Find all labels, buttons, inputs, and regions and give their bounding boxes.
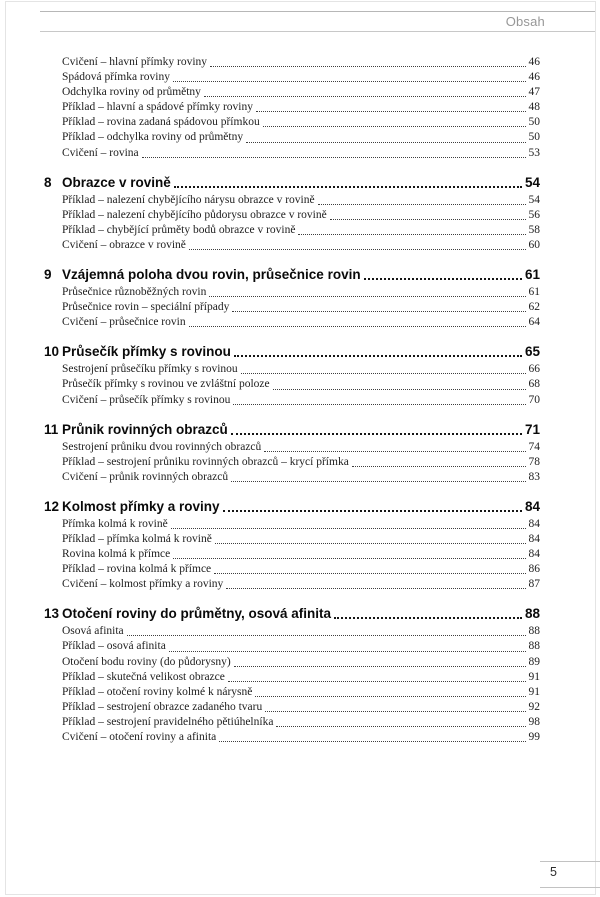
chapter-title: Průnik rovinných obrazců	[62, 421, 228, 437]
toc-entry-page: 92	[528, 700, 540, 713]
toc-chapter-heading	[44, 266, 540, 283]
toc-entry-label: Příklad – přímka kolmá k rovině	[62, 532, 212, 545]
toc-entry	[62, 208, 540, 223]
toc-entry	[62, 130, 540, 145]
toc-entry	[62, 238, 540, 253]
toc-entry-page: 91	[528, 670, 540, 683]
toc-entry-page: 50	[528, 116, 540, 129]
dotted-leader	[273, 389, 526, 390]
toc-entry-page: 78	[528, 455, 540, 468]
toc-entry-label: Cvičení – průnik rovinných obrazců	[62, 470, 229, 483]
toc-entry-label: Příklad – osová afinita	[62, 640, 166, 653]
toc-entry	[62, 115, 540, 130]
toc-entry	[62, 70, 540, 85]
toc-entry-label: Průsečík přímky s rovinou ve zvláštní poloze	[62, 378, 270, 391]
toc-entry-page: 50	[528, 131, 540, 144]
chapter-page: 71	[524, 421, 540, 437]
toc-entry-label: Sestrojení průsečíku přímky s rovinou	[62, 363, 238, 376]
dotted-leader	[298, 234, 525, 235]
chapter-title: Obrazce v rovině	[62, 174, 171, 190]
toc-chapter-heading	[44, 421, 540, 438]
toc-entry-label: Příklad – chybějící průměty bodů obrazce v rovině	[62, 223, 296, 236]
toc-entry-page: 46	[528, 56, 540, 68]
chapter-page: 65	[524, 344, 540, 360]
dotted-leader	[246, 142, 525, 143]
toc-entry-label: Cvičení – průsečnice rovin	[62, 316, 186, 329]
dotted-leader	[215, 543, 526, 544]
dotted-leader	[223, 510, 522, 512]
toc-entry-page: 89	[528, 655, 540, 668]
dotted-leader	[189, 326, 526, 327]
dotted-leader	[142, 157, 526, 158]
toc-entry	[62, 562, 540, 577]
dotted-leader	[173, 558, 525, 559]
toc-entry	[62, 223, 540, 238]
toc-entry	[62, 715, 540, 730]
dotted-leader	[234, 355, 522, 357]
dotted-leader	[265, 711, 525, 712]
toc-entry-page: 54	[528, 193, 540, 206]
chapter-title: Průsečík přímky s rovinou	[62, 344, 231, 360]
toc-entry	[62, 315, 540, 330]
toc-entry-page: 68	[528, 378, 540, 391]
toc-chapter-heading	[44, 343, 540, 360]
toc-entry-label: Cvičení – hlavní přímky roviny	[62, 56, 208, 68]
chapter-page: 88	[524, 606, 540, 622]
toc-entry	[62, 285, 540, 300]
dotted-leader	[255, 696, 525, 697]
toc-entry-page: 88	[528, 640, 540, 653]
chapter-title: Otočení roviny do průmětny, osová afinita	[62, 606, 332, 622]
toc-entry	[62, 362, 540, 377]
toc-chapter-heading	[44, 498, 540, 515]
toc-entry-page: 70	[528, 393, 540, 406]
toc-entry-label: Otočení bodu roviny (do půdorysny)	[62, 655, 231, 668]
toc-entry-label: Příklad – nalezení chybějícího nárysu obrazce v rovině	[62, 193, 315, 206]
chapter-number: 8	[44, 174, 52, 190]
chapter-number: 9	[44, 267, 52, 283]
toc-entry	[62, 455, 540, 470]
toc-entry-page: 87	[528, 578, 540, 591]
chapter-page: 61	[524, 267, 540, 283]
dotted-leader	[233, 404, 525, 405]
toc-entry-label: Příklad – sestrojení obrazce zadaného tvaru	[62, 700, 263, 713]
dotted-leader	[228, 681, 526, 682]
toc-entry	[62, 440, 540, 455]
toc-chapter-heading	[44, 174, 540, 191]
page-number: 5	[550, 865, 557, 879]
dotted-leader	[189, 249, 526, 250]
toc-entry-label: Příklad – odchylka roviny od průmětny	[62, 131, 244, 144]
toc-entry	[62, 55, 540, 70]
toc-entry-page: 56	[528, 208, 540, 221]
dotted-leader	[352, 466, 526, 467]
toc-entry-label: Spádová přímka roviny	[62, 71, 170, 84]
toc-entry	[62, 624, 540, 639]
dotted-leader	[330, 219, 526, 220]
toc-entry	[62, 655, 540, 670]
toc-entry-page: 62	[528, 301, 540, 314]
toc-entry	[62, 300, 540, 315]
toc-entry-label: Cvičení – otočení roviny a afinita	[62, 731, 217, 743]
dotted-leader	[334, 617, 522, 619]
toc-entry-label: Příklad – hlavní a spádové přímky roviny	[62, 101, 253, 114]
dotted-leader	[232, 311, 525, 312]
toc-entry	[62, 85, 540, 100]
dotted-leader	[169, 651, 526, 652]
toc-entry	[62, 193, 540, 208]
toc-entry-page: 86	[528, 563, 540, 576]
toc-entry-label: Cvičení – rovina	[62, 146, 139, 159]
dotted-leader	[256, 111, 526, 112]
footer-top-rule	[540, 861, 600, 862]
toc-entry-page: 84	[528, 548, 540, 561]
toc-entry-page: 58	[528, 223, 540, 236]
toc-entry-page: 84	[528, 517, 540, 530]
running-head-title: Obsah	[505, 14, 545, 29]
toc-entry-label: Rovina kolmá k přímce	[62, 548, 171, 561]
dotted-leader	[263, 126, 526, 127]
chapter-number: 10	[44, 344, 60, 360]
toc-entry-page: 66	[528, 363, 540, 376]
toc-entry-page: 84	[528, 532, 540, 545]
toc-entry	[62, 470, 540, 485]
dotted-leader	[231, 481, 525, 482]
toc-entry-label: Cvičení – kolmost přímky a roviny	[62, 578, 224, 591]
chapter-title: Kolmost přímky a roviny	[62, 498, 220, 514]
toc-entry	[62, 532, 540, 547]
toc-entry-label: Příklad – otočení roviny kolmé k nárysně	[62, 685, 253, 698]
dotted-leader	[171, 528, 526, 529]
header-top-rule	[40, 11, 595, 12]
dotted-leader	[364, 278, 522, 280]
toc-entry-label: Cvičení – průsečík přímky s rovinou	[62, 393, 231, 406]
toc-entry-page: 83	[528, 470, 540, 483]
dotted-leader	[173, 81, 526, 82]
toc-entry-label: Příklad – nalezení chybějícího půdorysu obrazce v rovině	[62, 208, 327, 221]
toc-entry	[62, 700, 540, 715]
toc-entry-page: 61	[528, 286, 540, 299]
toc-entry	[62, 393, 540, 408]
dotted-leader	[318, 204, 526, 205]
dotted-leader	[127, 635, 526, 636]
toc-entry-page: 48	[528, 101, 540, 114]
toc-entry-page: 46	[528, 71, 540, 84]
dotted-leader	[174, 186, 522, 188]
toc-entry-page: 88	[528, 625, 540, 638]
toc-entry-label: Příklad – sestrojení průniku rovinných obrazců – krycí přímka	[62, 455, 349, 468]
toc-entry	[62, 517, 540, 532]
toc-entry	[62, 100, 540, 115]
toc-entry-label: Příklad – skutečná velikost obrazce	[62, 670, 225, 683]
toc-entry	[62, 685, 540, 700]
toc-entry-page: 60	[528, 238, 540, 251]
toc-entry-label: Sestrojení průniku dvou rovinných obrazců	[62, 440, 262, 453]
toc-entry-label: Cvičení – obrazce v rovině	[62, 238, 186, 251]
chapter-number: 12	[44, 498, 60, 514]
toc-entry-label: Příklad – rovina zadaná spádovou přímkou	[62, 116, 260, 129]
dotted-leader	[264, 451, 525, 452]
toc-entry-label: Průsečnice různoběžných rovin	[62, 286, 207, 299]
toc-chapter-heading	[44, 605, 540, 622]
dotted-leader	[204, 96, 526, 97]
toc-entry-page: 98	[528, 715, 540, 728]
toc-entry-page: 47	[528, 86, 540, 99]
chapter-number: 13	[44, 606, 60, 622]
footer-bottom-rule	[540, 887, 600, 888]
toc-entry-page: 99	[528, 731, 540, 743]
dotted-leader	[241, 373, 526, 374]
toc-entry-label: Odchylka roviny od průmětny	[62, 86, 201, 99]
toc-entry-label: Přímka kolmá k rovině	[62, 517, 168, 530]
toc-entry	[62, 670, 540, 685]
table-of-contents	[44, 55, 540, 745]
chapter-page: 84	[524, 498, 540, 514]
toc-entry	[62, 577, 540, 592]
dotted-leader	[231, 433, 522, 435]
toc-entry-page: 74	[528, 440, 540, 453]
dotted-leader	[234, 666, 526, 667]
toc-entry-label: Příklad – rovina kolmá k přímce	[62, 563, 212, 576]
toc-entry-page: 53	[528, 146, 540, 159]
dotted-leader	[226, 588, 525, 589]
chapter-number: 11	[44, 421, 59, 437]
toc-entry-page: 64	[528, 316, 540, 329]
toc-entry	[62, 547, 540, 562]
toc-entry-page: 91	[528, 685, 540, 698]
chapter-title: Vzájemná poloha dvou rovin, průsečnice rovin	[62, 267, 361, 283]
dotted-leader	[214, 573, 525, 574]
chapter-page: 54	[524, 174, 540, 190]
toc-entry-label: Osová afinita	[62, 625, 124, 638]
toc-entry-label: Průsečnice rovin – speciální případy	[62, 301, 230, 314]
dotted-leader	[276, 726, 525, 727]
dotted-leader	[210, 66, 525, 67]
toc-entry	[62, 377, 540, 392]
toc-entry-label: Příklad – sestrojení pravidelného pětiúhelníka	[62, 715, 274, 728]
toc-entry	[62, 639, 540, 654]
dotted-leader	[209, 296, 525, 297]
header-bottom-rule	[40, 31, 595, 32]
toc-entry	[62, 146, 540, 161]
dotted-leader	[219, 741, 525, 742]
toc-entry	[62, 730, 540, 745]
